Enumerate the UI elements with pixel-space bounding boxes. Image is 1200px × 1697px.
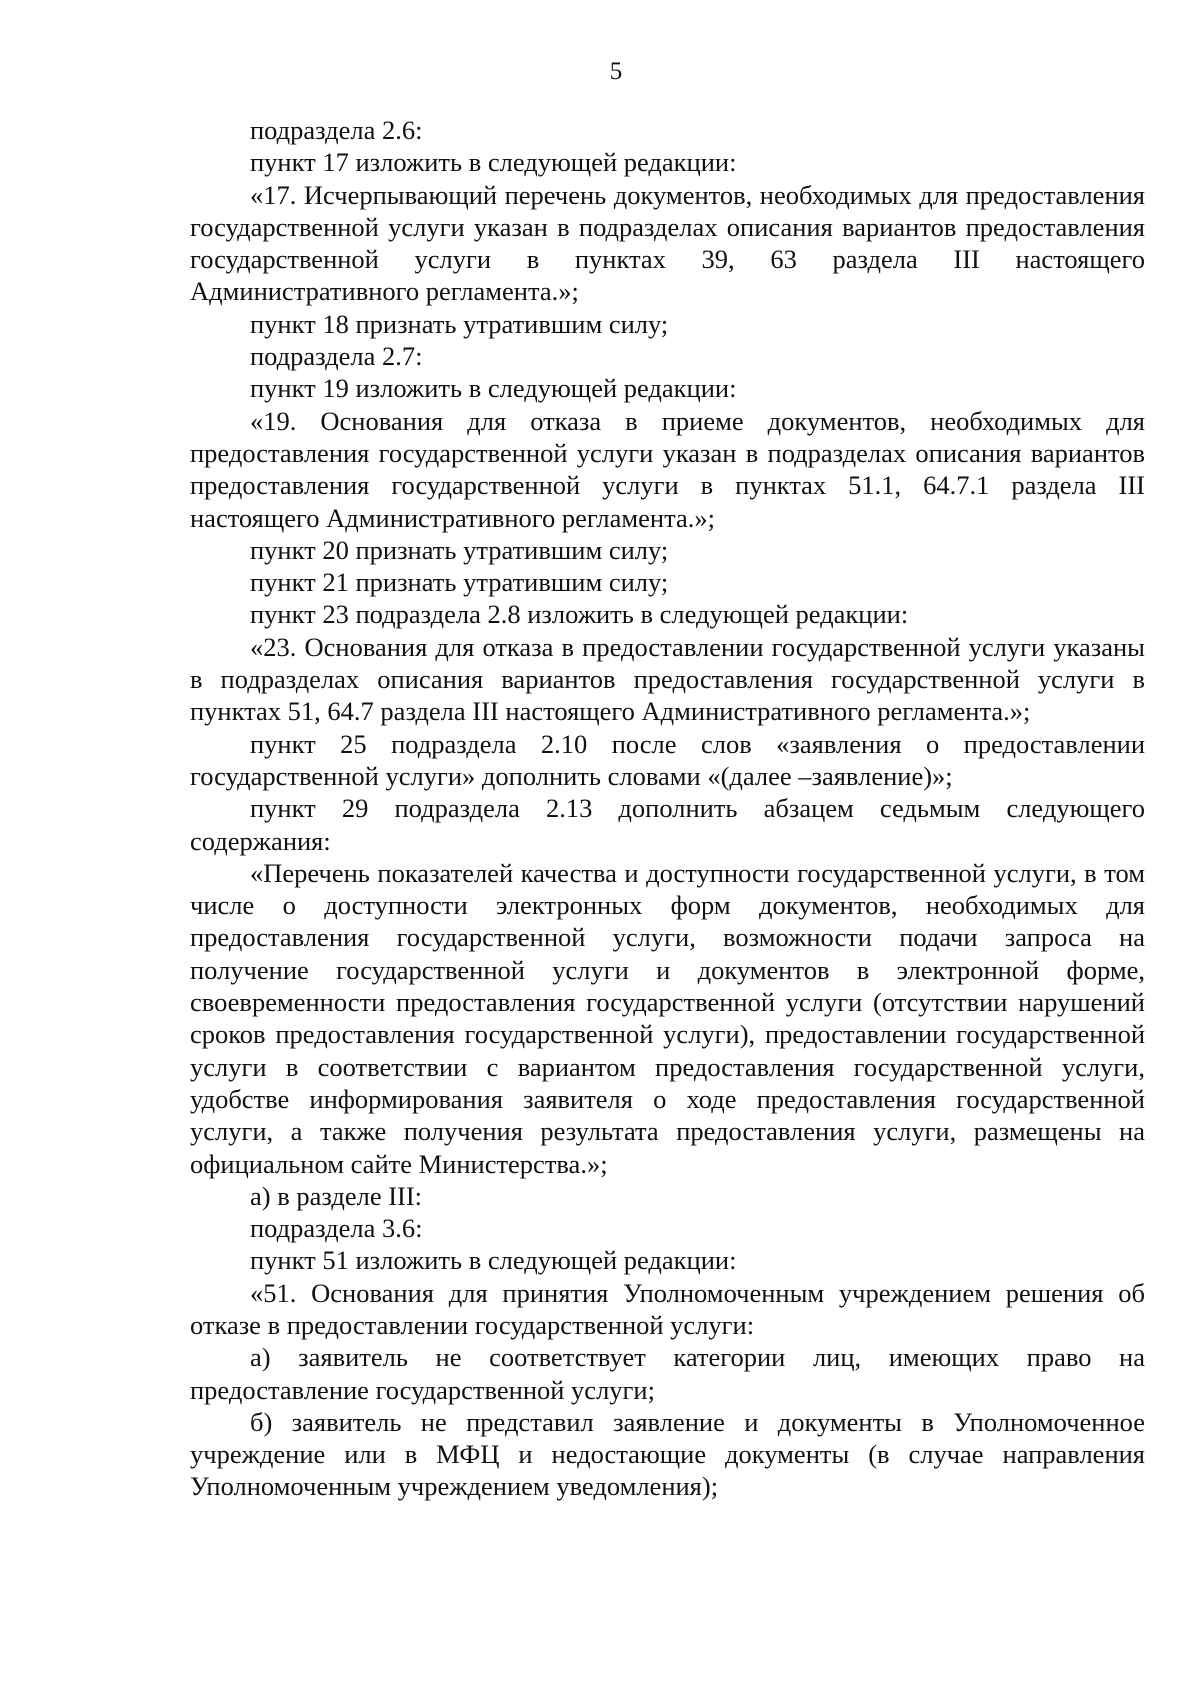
page-number: 5 xyxy=(609,58,623,85)
paragraph: подраздела 2.7: xyxy=(250,341,423,372)
paragraph: «51. Основания для принятия Уполномоченным учреждением решения об отказе в предоставлении государственной услуги: xyxy=(190,1277,1145,1340)
paragraph: б) заявитель не представил заявление и документы в Уполномоченное учреждение или в МФЦ и недостающие документы (в случае направления Уполномоченным учреждением уведомления); xyxy=(190,1406,1145,1502)
paragraph: «17. Исчерпывающий перечень документов, необходимых для предоставления государственной услуги указан в подразделах описания вариантов предоставления государственной услуги в пунктах 39, 63 раздела III настоящего Административного регламента.»; xyxy=(190,179,1145,307)
paragraph: пункт 19 изложить в следующей редакции: xyxy=(250,373,737,404)
paragraph: пункт 18 признать утратившим силу; xyxy=(250,308,669,339)
paragraph: пункт 25 подраздела 2.10 после слов «заявления о предоставлении государственной услуги» дополнить словами «(далее –заявление)»; xyxy=(190,728,1145,791)
paragraph: «19. Основания для отказа в приеме документов, необходимых для предоставления государственной услуги указан в подразделах описания вариантов предоставления государственной услуги в пунктах 51.1, 64.7.1 раздела III настоящего Административного регламента.»; xyxy=(190,405,1145,533)
paragraph: а) заявитель не соответствует категории лиц, имеющих право на предоставление государственной услуги; xyxy=(190,1342,1145,1405)
paragraph: пункт 21 признать утратившим силу; xyxy=(250,567,669,598)
paragraph: «Перечень показателей качества и доступности государственной услуги, в том числе о доступности электронных форм документов, необходимых для предоставления государственной услуги, возможности подачи запроса на получение государственной услуги и документов в электронной форме, своевременности предоставления государственной услуги (отсутствии нарушений сроков предоставления государственной услуги), предоставлении государственной услуги в соответствии с вариантом предоставления государственной услуги, удобстве информирования заявителя о ходе предоставления государственной услуги, а также получения результата предоставления услуги, размещены на официальном сайте Министерства.»; xyxy=(190,857,1145,1179)
paragraph: пункт 29 подраздела 2.13 дополнить абзацем седьмым следующего содержания: xyxy=(190,793,1145,856)
paragraph: пункт 17 изложить в следующей редакции: xyxy=(250,147,737,178)
paragraph: подраздела 3.6: xyxy=(250,1213,423,1244)
paragraph: пункт 23 подраздела 2.8 изложить в следующей редакции: xyxy=(250,599,909,630)
paragraph: пункт 20 признать утратившим силу; xyxy=(250,534,669,565)
paragraph: «23. Основания для отказа в предоставлении государственной услуги указаны в подразделах описания вариантов предоставления государственной услуги в пунктах 51, 64.7 раздела III настоящего Административного регламента.»; xyxy=(190,631,1145,727)
paragraph: подраздела 2.6: xyxy=(250,115,423,145)
paragraph: а) в разделе III: xyxy=(250,1180,423,1211)
document-body xyxy=(190,114,1145,1503)
paragraph: пункт 51 изложить в следующей редакции: xyxy=(250,1245,737,1276)
